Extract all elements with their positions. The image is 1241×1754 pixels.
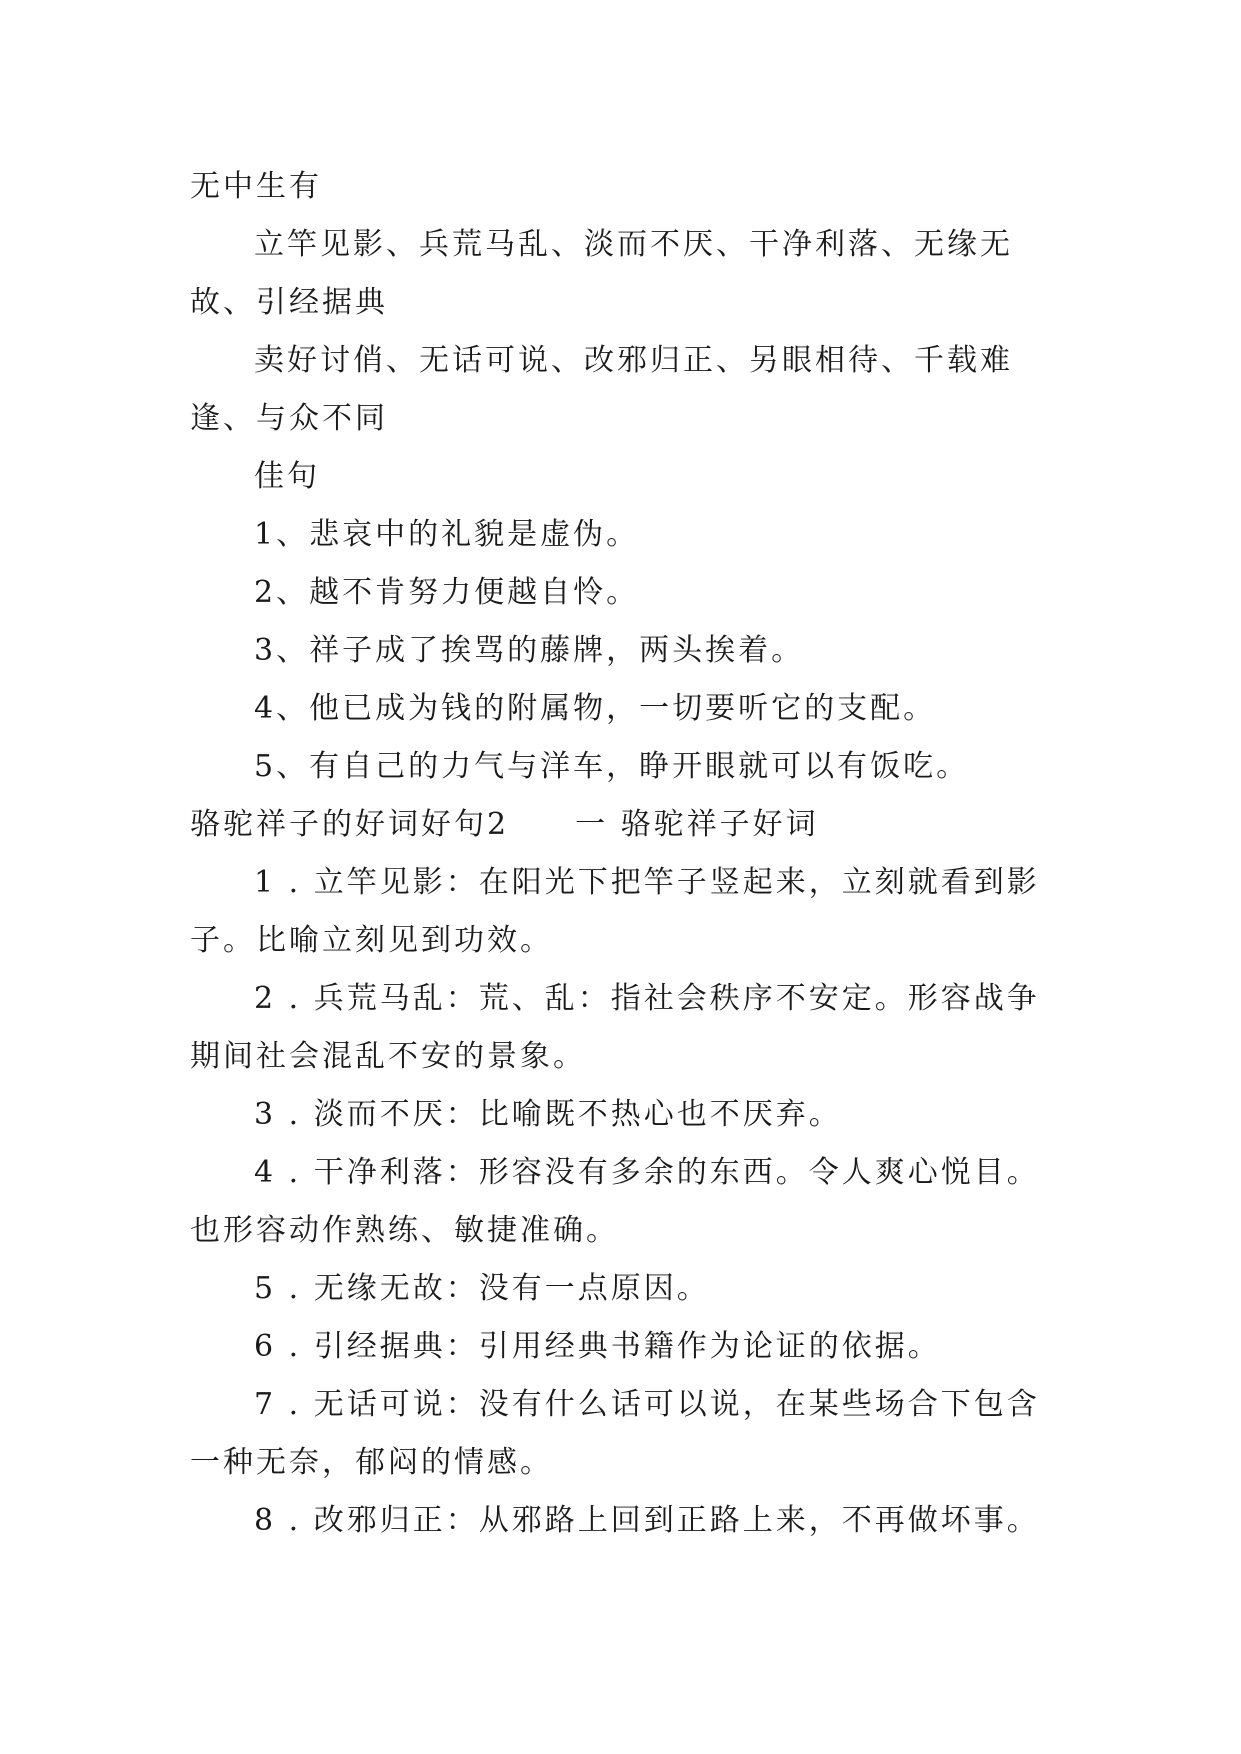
list-item: 3 . 淡而不厌：比喻既不热心也不厌弃。 [254, 1097, 842, 1132]
paragraph: 无中生有 [190, 169, 322, 204]
section-heading: 佳句 [254, 459, 320, 494]
list-item: 1 . 立竿见影：在阳光下把竿子竖起来，立刻就看到影子。比喻立刻见到功效。 [190, 865, 1040, 958]
list-item: 5 . 无缘无故：没有一点原因。 [254, 1271, 710, 1306]
list-item: 6 . 引经据典：引用经典书籍作为论证的依据。 [254, 1329, 941, 1364]
paragraph: 卖好讨俏、无话可说、改邪归正、另眼相待、千载难逢、与众不同 [190, 343, 1013, 436]
list-item: 7 . 无话可说：没有什么话可以说，在某些场合下包含一种无奈，郁闷的情感。 [190, 1387, 1040, 1480]
list-item: 3、祥子成了挨骂的藤牌，两头挨着。 [254, 633, 805, 668]
document-body [190, 158, 1070, 1550]
list-item: 2、越不肯努力便越自怜。 [254, 575, 640, 610]
section-title: 骆驼祥子的好词好句2 一 骆驼祥子好词 [190, 807, 819, 842]
list-item: 5、有自己的力气与洋车，睁开眼就可以有饭吃。 [254, 749, 970, 784]
list-item: 2 . 兵荒马乱：荒、乱：指社会秩序不安定。形容战争期间社会混乱不安的景象。 [190, 981, 1040, 1074]
list-item: 4 . 干净利落：形容没有多余的东西。令人爽心悦目。也形容动作熟练、敏捷准确。 [190, 1155, 1040, 1248]
list-item: 1、悲哀中的礼貌是虚伪。 [254, 517, 640, 552]
list-item: 8 . 改邪归正：从邪路上回到正路上来，不再做坏事。 [254, 1503, 1040, 1538]
list-item: 4、他已成为钱的附属物，一切要听它的支配。 [254, 691, 937, 726]
paragraph: 立竿见影、兵荒马乱、淡而不厌、干净利落、无缘无故、引经据典 [190, 227, 1013, 320]
